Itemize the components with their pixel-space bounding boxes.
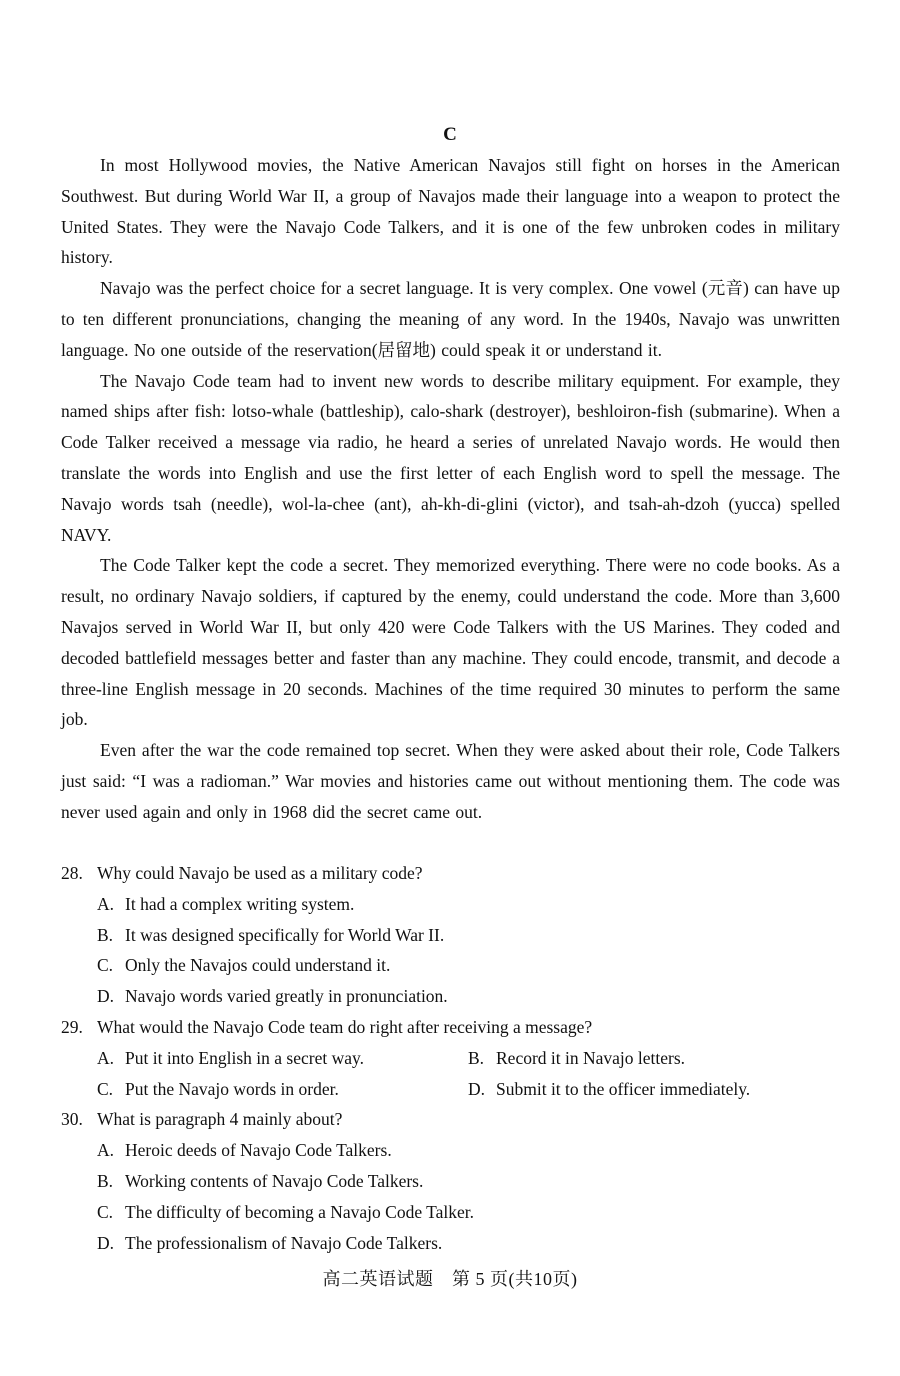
option-c xyxy=(97,1197,840,1228)
option-text: The difficulty of becoming a Navajo Code Talker. xyxy=(125,1201,475,1222)
option-letter: A. xyxy=(97,1140,115,1161)
option-letter: D. xyxy=(97,986,115,1007)
question-stem xyxy=(61,1104,840,1135)
option-letter: C. xyxy=(97,1201,114,1222)
option-c xyxy=(97,1074,468,1105)
question-29 xyxy=(61,1012,840,1104)
option-letter: C. xyxy=(97,1078,114,1099)
option-letter: B. xyxy=(97,1170,114,1191)
option-text: Navajo words varied greatly in pronunciation. xyxy=(125,986,448,1007)
option-list xyxy=(61,1135,840,1258)
option-a xyxy=(97,1043,468,1074)
question-text: What is paragraph 4 mainly about? xyxy=(97,1109,343,1130)
option-letter: B. xyxy=(468,1047,485,1068)
option-b xyxy=(97,920,840,951)
question-list xyxy=(61,858,840,1258)
option-text: It had a complex writing system. xyxy=(125,893,355,914)
reading-passage xyxy=(61,150,840,828)
section-title: C xyxy=(443,124,457,145)
option-d xyxy=(97,1228,840,1259)
option-letter: B. xyxy=(97,924,114,945)
question-stem xyxy=(61,858,840,889)
option-text: Working contents of Navajo Code Talkers. xyxy=(125,1170,424,1191)
option-list xyxy=(61,889,840,1012)
option-c xyxy=(97,950,840,981)
option-b xyxy=(97,1166,840,1197)
option-text: It was designed specifically for World War II. xyxy=(125,924,445,945)
option-a xyxy=(97,889,840,920)
question-number: 28. xyxy=(61,863,83,883)
option-d xyxy=(468,1074,840,1105)
question-number: 29. xyxy=(61,1016,83,1037)
passage-paragraph-1: In most Hollywood movies, the Native American Navajos still fight on horses in the American Southwest. But during World War II, a group of Navajos made their language into a weapon to protect the United States. They were the Navajo Code Talkers, and it is one of the few unbroken codes in military history. xyxy=(61,155,840,268)
option-text: Record it in Navajo letters. xyxy=(496,1047,686,1068)
question-30 xyxy=(61,1104,840,1258)
option-letter: A. xyxy=(97,893,115,914)
option-d xyxy=(97,981,840,1012)
option-list xyxy=(61,1043,840,1105)
option-letter: C. xyxy=(97,955,114,976)
option-letter: A. xyxy=(97,1047,115,1068)
option-b xyxy=(468,1043,840,1074)
question-text: What would the Navajo Code team do right after receiving a message? xyxy=(97,1016,593,1037)
option-text: Put it into English in a secret way. xyxy=(125,1047,364,1068)
question-text: Why could Navajo be used as a military code? xyxy=(97,863,423,883)
option-text: The professionalism of Navajo Code Talkers. xyxy=(125,1232,443,1253)
question-28 xyxy=(61,858,840,1012)
passage-paragraph-2: Navajo was the perfect choice for a secret language. It is very complex. One vowel (元音) can have up to ten different pronunciations, changing the meaning of any word. In the 1940s, Navajo was unwritten language. No one outside of the reservation(居留地) could speak it or understand it. xyxy=(61,278,840,360)
question-stem xyxy=(61,1012,840,1043)
passage-paragraph-5: Even after the war the code remained top secret. When they were asked about their role, Code Talkers just said: “I was a radioman.” War movies and histories came out without mentioning them. The code was never used again and only in 1968 did the secret came out. xyxy=(61,740,840,822)
option-letter: D. xyxy=(468,1078,486,1099)
option-text: Heroic deeds of Navajo Code Talkers. xyxy=(125,1140,392,1161)
option-letter: D. xyxy=(97,1232,115,1253)
question-number: 30. xyxy=(61,1109,83,1130)
option-text: Submit it to the officer immediately. xyxy=(496,1078,751,1099)
option-text: Only the Navajos could understand it. xyxy=(125,955,391,976)
option-text: Put the Navajo words in order. xyxy=(125,1078,339,1099)
option-a xyxy=(97,1135,840,1166)
page-footer: 高二英语试题 第 5 页(共10页) xyxy=(322,1269,578,1289)
passage-paragraph-3: The Navajo Code team had to invent new words to describe military equipment. For example, they named ships after fish: lotso-whale (battleship), calo-shark (destroyer), beshloiron-fish (submarine). When a Code Talker received a message via radio, he heard a series of unrelated Navajo words. He would then translate the words into English and use the first letter of each English word to spell the message. The Navajo words tsah (needle), wol-la-chee (ant), ah-kh-di-glini (victor), and tsah-ah-dzoh (yucca) spelled NAVY. xyxy=(61,370,840,545)
passage-paragraph-4: The Code Talker kept the code a secret. They memorized everything. There were no code books. As a result, no ordinary Navajo soldiers, if captured by the enemy, could understand the code. More than 3,600 Navajos served in World War II, but only 420 were Code Talkers with the US Marines. They coded and decoded battlefield messages better and faster than any machine. They could encode, transmit, and decode a three-line English message in 20 seconds. Machines of the time required 30 minutes to perform the same job. xyxy=(61,555,840,730)
